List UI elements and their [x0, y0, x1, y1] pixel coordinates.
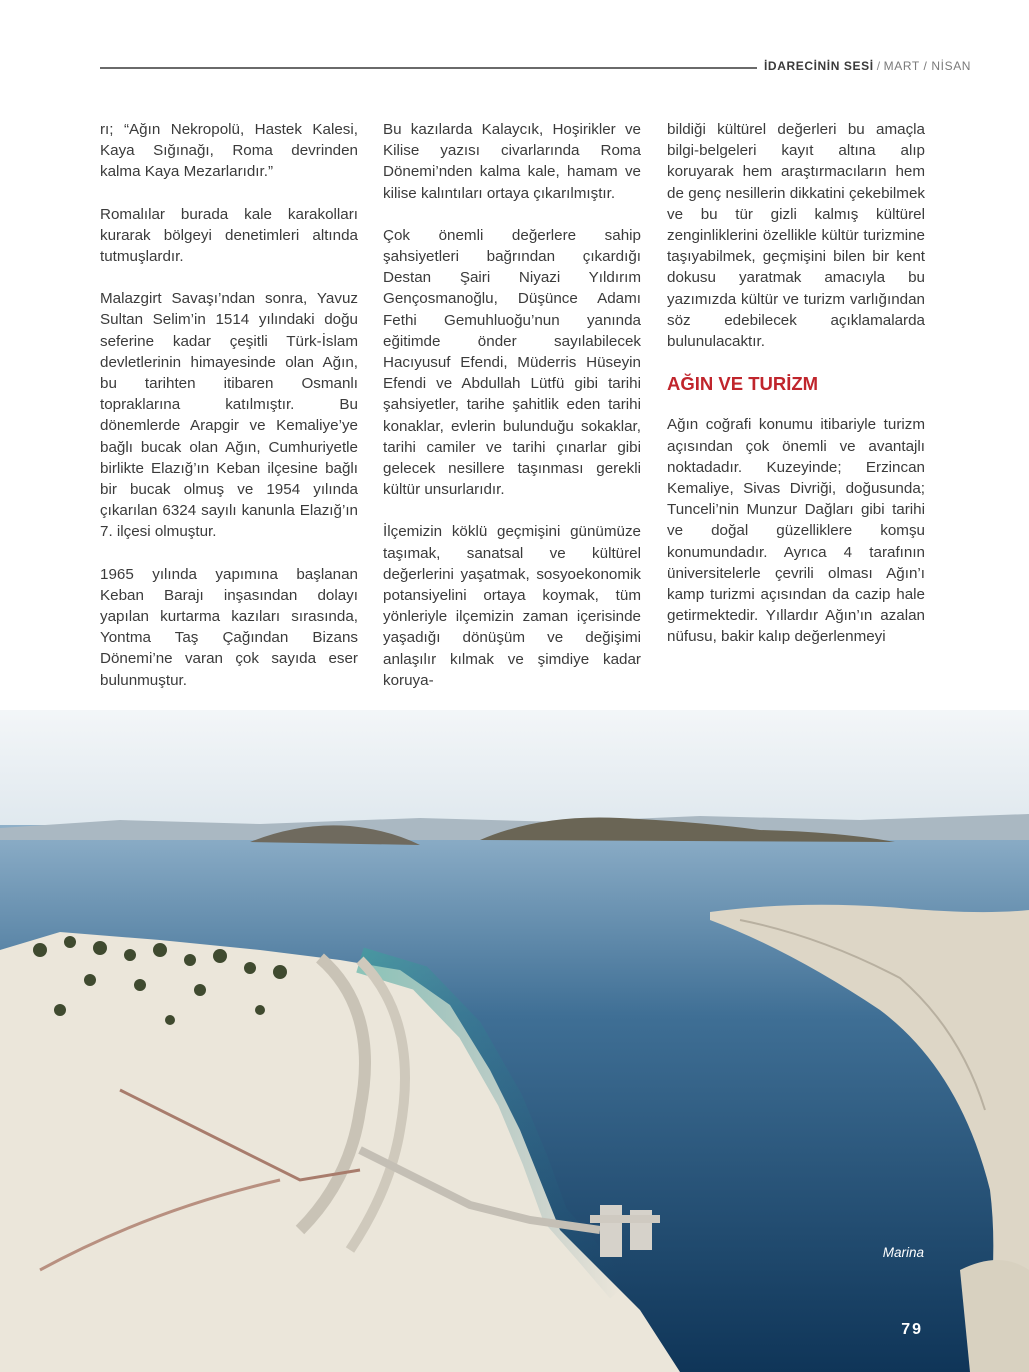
header-rule [100, 67, 757, 69]
paragraph: bildiği kültürel değerleri bu amaçla bilgi-belgeleri kayıt altına alıp koruyarak hem araştırmacıların hem de genç nesillerin dikkatini çekebilmek ve bu tür gizli kalmış kültürel zenginliklerini özellikle kültür turizmine taşıyabilmek, geçmişini bilen bir kent dokusu yaratmak amacıyla bu yazımızda kültür ve turizm varlığından söz edebilecek açıklamalarda bulunulacaktır. [667, 121, 925, 351]
issue-label: MART / NİSAN [883, 59, 972, 73]
photo-caption: Marina [882, 1245, 924, 1260]
paragraph: Bu kazılarda Kalaycık, Hoşirikler ve Kilise yazısı civarlarında Roma Dönemi’nden kalma kale, hamam ve kilise kalıntıları ortaya çıkarılmıştır. [383, 121, 641, 202]
paragraph: Ağın coğrafi konumu itibariyle turizm açısından çok önemli ve avantajlı noktadadır. Kuzeyinde; Erzincan Kemaliye, Sivas Divriği, doğusunda; Tunceli’nin Munzur Dağları gibi tarihi ve doğal güzelliklere komşu konumundadır. Ayrıca 4 tarafının üniversitelerle çevrili olması Ağın’ı kamp turizmi açısından da cazip hale getirmektedir. Yıllardır Ağın’ın azalan nüfusu, bakir kalıp değerlenmeyi [667, 416, 925, 646]
marina-photo [0, 710, 1029, 1372]
text-column-3 [667, 119, 925, 669]
paragraph: rı; “Ağın Nekropolü, Hastek Kalesi, Kaya Sığınağı, Roma devrinden kalma Kaya Mezarlarıdır.” [100, 121, 358, 181]
header-separator: / [876, 59, 881, 73]
magazine-name: İDARECİNİN SESİ [764, 59, 874, 73]
section-heading: AĞIN VE TURİZM [667, 373, 819, 395]
paragraph: İlçemizin köklü geçmişini günümüze taşımak, sanatsal ve kültürel değerlerini yaşatmak, sosyoekonomik potansiyelini ortaya koymak, tüm yönleriyle ilçemizin zaman içerisinde yaşadığı dönüşüm ve değişimi anlaşılır kılmak ve şimdiye kadar koruya- [383, 523, 641, 689]
paragraph: Romalılar burada kale karakolları kurarak bölgeyi denetimleri altında tutmuşlardır. [100, 205, 358, 266]
paragraph: Çok önemli değerlere sahip şahsiyetleri bağrından çıkardığı Destan Şairi Niyazi Yıldırım Gençosmanoğlu, Düşünce Adamı Fethi Gemuhluoğu’nun yanında eğitimde önder sayılabilecek Hacıyusuf Efendi, Müderris Hüseyin Efendi ve Abdullah Lütfü gibi tarihi şahsiyetler, tarihe şahitlik eden tarihi konaklar, evlerin bulunduğu sokaklar, tarihi camiler ve tarihi çınarlar gibi gelecek nesillere taşınması gerekli kültür unsurlarıdır. [383, 226, 641, 499]
running-header [764, 59, 971, 73]
text-column-2 [383, 119, 641, 712]
page-number: 79 [901, 1321, 923, 1338]
paragraph: Malazgirt Savaşı’ndan sonra, Yavuz Sultan Selim’in 1514 yılındaki doğu seferine kadar çeşitli Türk-İslam devletlerinin himayesinde olan Ağın, bu tarihten itibaren Osmanlı topraklarına katılmıştır. Bu dönemlerde Arapgir ve Kemaliye’ye bağlı bucak olan Ağın, Cumhuriyetle birlikte Elazığ’ın Keban ilçesine bağlı bir bucak olmuş ve 1954 yılında çıkarılan 6324 sayılı kanunla Elazığ’ın 7. ilçesi olmuştur. [100, 290, 358, 541]
text-column-1 [100, 119, 358, 712]
paragraph: 1965 yılında yapımına başlanan Keban Barajı inşasından dolayı yapılan kurtarma kazıları sırasında, Yontma Taş Çağından Bizans Dönemi’ne varan çok sayıda eser bulunmuştur. [100, 565, 358, 689]
